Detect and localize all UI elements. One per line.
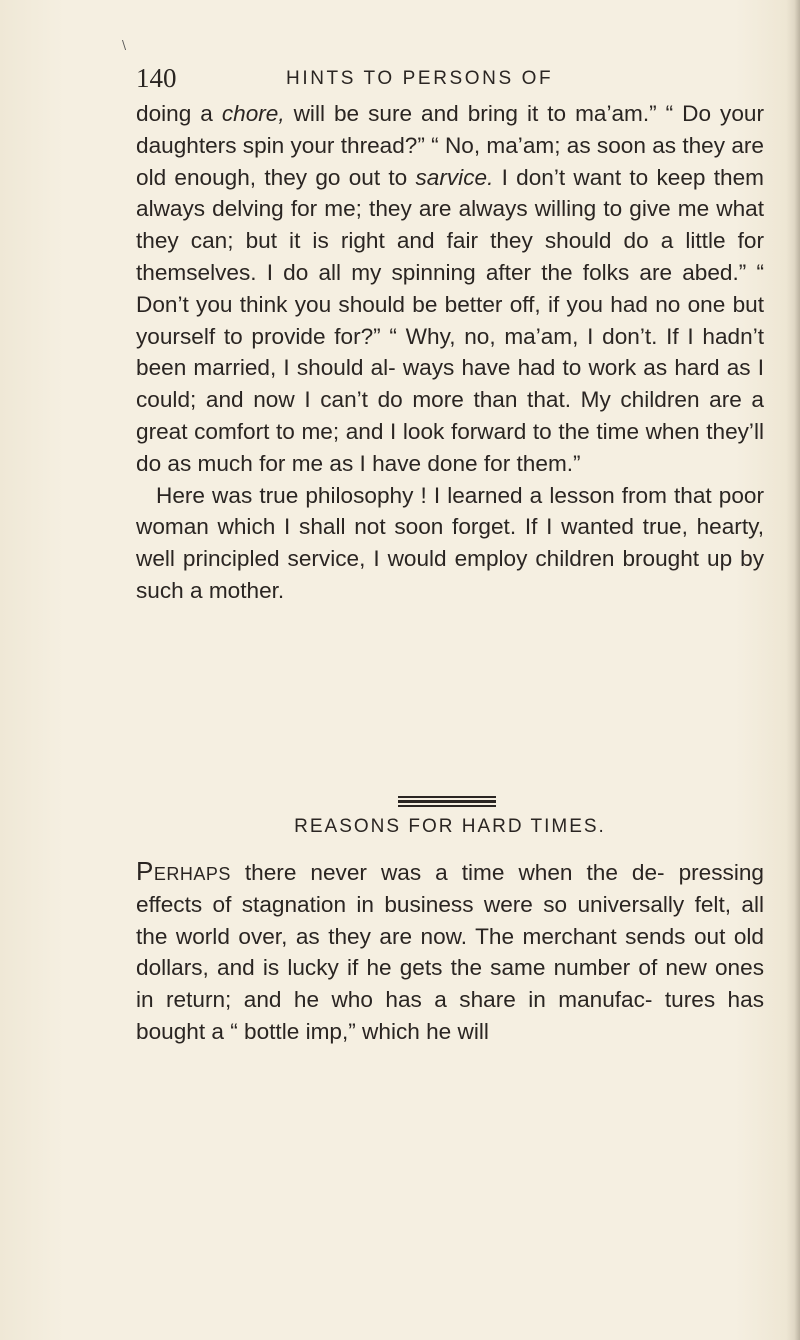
text-run: I don’t want to keep them always delving for me; they are always willing to give me what they can; but it is right and fair they should do a little for themselves. I do all my spinning after the folks are abed.” “ Don’t you think you should be better off, if you had no one but yourself to provide for?” “ Why, no, ma’am, I don’t. If I hadn’t been married, I should al- ways have had to work as hard as I could; and now I can’t do more than that. My children are a great comfort to me; and I look forward to the time when they’ll do as much for me as I have done for them.”: [136, 164, 764, 476]
italic-word: chore,: [221, 101, 285, 126]
lead-word: Perhaps: [136, 856, 231, 886]
running-head: HINTS TO PERSONS OF: [286, 68, 554, 89]
paragraph-dialogue: [136, 98, 764, 480]
body-text: [136, 98, 764, 607]
paragraph-reasons: [136, 856, 764, 1048]
page-header: [136, 62, 736, 94]
text-run: there never was a time when the de- pressing effects of stagnation in business were so universally felt, all the world over, as they are now. The merchant sends out old dollars, and is lucky if he gets the same number of new ones in return; and he who has a share in manufac- tures has bought a “ bottle imp,” which he will: [136, 860, 764, 1044]
text-run: doing a: [136, 101, 222, 126]
italic-word: sarvice.: [415, 164, 494, 190]
paragraph-philosophy: Here was true philosophy ! I learned a lesson from that poor woman which I shall not soon forget. If I wanted true, hearty, well principled service, I would employ children brought up by such a mother.: [136, 482, 764, 603]
edge-mark: \: [122, 38, 127, 52]
text-run: will be sure and bring it to ma’am.” “ Do your daughters spin your thread?” “ No, ma’am; as soon as they are old enough, they go out to: [136, 101, 764, 190]
section-text: [136, 856, 764, 1048]
section-heading: REASONS FOR HARD TIMES.: [294, 816, 606, 837]
section-divider: [398, 796, 496, 809]
page-number: 140: [136, 63, 177, 93]
page-edge-shadow: [786, 0, 800, 1340]
